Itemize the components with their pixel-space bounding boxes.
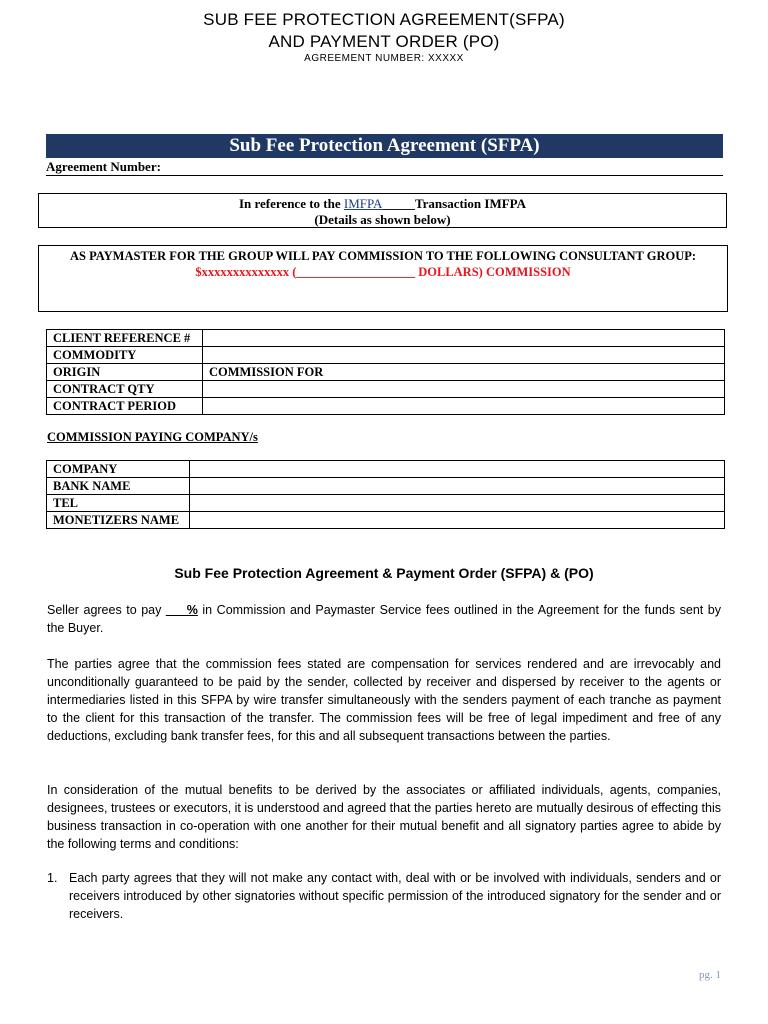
paragraph-fee-percentage: [47, 601, 721, 637]
table-value-cell[interactable]: [190, 495, 725, 512]
paragraph-mutual-benefits: In consideration of the mutual benefits to be derived by the associates or affiliated individuals, agents, companies, designees, trustees or executors, it is understood and agreed that the parties hereto are mutually desirous of effecting this business transaction in co-operation with one another for their mutual benefit and all signatory parties agree to abide by the following terms and conditions:: [47, 783, 721, 851]
table-label-cell: MONETIZERS NAME: [47, 512, 190, 529]
table-value-cell[interactable]: [190, 461, 725, 478]
table-value-cell[interactable]: [203, 381, 725, 398]
table-value-cell[interactable]: [190, 478, 725, 495]
table-label-cell: CLIENT REFERENCE #: [47, 330, 203, 347]
table-value-cell[interactable]: [203, 347, 725, 364]
table-row: [47, 381, 725, 398]
table-label-cell: COMPANY: [47, 461, 190, 478]
reference-imfpa-link[interactable]: IMFPA: [343, 196, 383, 211]
p1-text-before: Seller agrees to pay: [47, 603, 166, 617]
list-item: [47, 869, 721, 923]
table-row: [47, 364, 725, 381]
table-row: [47, 478, 725, 495]
p1-text-after: in Commission and Paymaster Service fees outlined in the Agreement for the funds sent by the Buyer.: [47, 603, 721, 635]
table-row: [47, 398, 725, 415]
reference-box: [38, 193, 727, 228]
table-label-cell: CONTRACT QTY: [47, 381, 203, 398]
list-item-text: Each party agrees that they will not make any contact with, deal with or be involved with individuals, senders and or receivers introduced by other signatories without specific permission of the introduced signatory for the sender and or receivers.: [69, 871, 721, 921]
reference-suffix: Transaction IMFPA: [414, 196, 527, 211]
table-row: [47, 512, 725, 529]
paymaster-commission-amount: $xxxxxxxxxxxxxx (___________________ DOLLARS) COMMISSION: [195, 265, 571, 279]
paymaster-box: [38, 245, 728, 312]
reference-line2: (Details as shown below): [314, 212, 451, 227]
table-value-cell[interactable]: [203, 330, 725, 347]
paragraph-commission-terms: The parties agree that the commission fees stated are compensation for services rendered and are irrevocably and unconditionally guaranteed to be paid by the sender, collected by receiver and dispersed by receiver to the agents or intermediaries listed in this SFPA by wire transfer simultaneously with the senders payment of each tranche as payment to the client for this transaction of the transfer. The commission fees will be free of legal impediment and free of any deductions, excluding bank transfer fees, for this and all subsequent transactions between the parties.: [47, 657, 721, 743]
fee-percentage-blank: ___%: [165, 603, 198, 617]
reference-line1: [39, 196, 726, 212]
agreement-number-label: Agreement Number:: [46, 158, 723, 176]
page-number: pg. 1: [699, 969, 721, 981]
section-title-bar: Sub Fee Protection Agreement (SFPA): [46, 134, 723, 158]
table-label-cell: CONTRACT PERIOD: [47, 398, 203, 415]
commission-paying-company-heading: COMMISSION PAYING COMPANY/s: [47, 430, 258, 444]
table-label-cell: BANK NAME: [47, 478, 190, 495]
table-label-cell: TEL: [47, 495, 190, 512]
header-title-line2: AND PAYMENT ORDER (PO): [268, 32, 500, 51]
table-row: [47, 330, 725, 347]
table-value-cell[interactable]: COMMISSION FOR: [203, 364, 725, 381]
table-row: [47, 347, 725, 364]
table-label-cell: COMMODITY: [47, 347, 203, 364]
list-item-number: 1.: [47, 871, 58, 885]
table-row: [47, 495, 725, 512]
client-details-table: [46, 329, 725, 415]
table-value-cell[interactable]: [203, 398, 725, 415]
reference-prefix: In reference to the: [238, 196, 344, 211]
table-value-cell[interactable]: [190, 512, 725, 529]
header-agreement-number: AGREEMENT NUMBER: XXXXX: [304, 53, 464, 64]
table-label-cell: ORIGIN: [47, 364, 203, 381]
table-row: [47, 461, 725, 478]
header-title-line1: SUB FEE PROTECTION AGREEMENT(SFPA): [203, 10, 565, 29]
reference-blank: _____: [382, 196, 415, 211]
agreement-section-title: Sub Fee Protection Agreement & Payment Order (SFPA) & (PO): [174, 565, 594, 581]
company-details-table: [46, 460, 725, 529]
paymaster-line1: AS PAYMASTER FOR THE GROUP WILL PAY COMMISSION TO THE FOLLOWING CONSULTANT GROUP:: [69, 249, 697, 263]
